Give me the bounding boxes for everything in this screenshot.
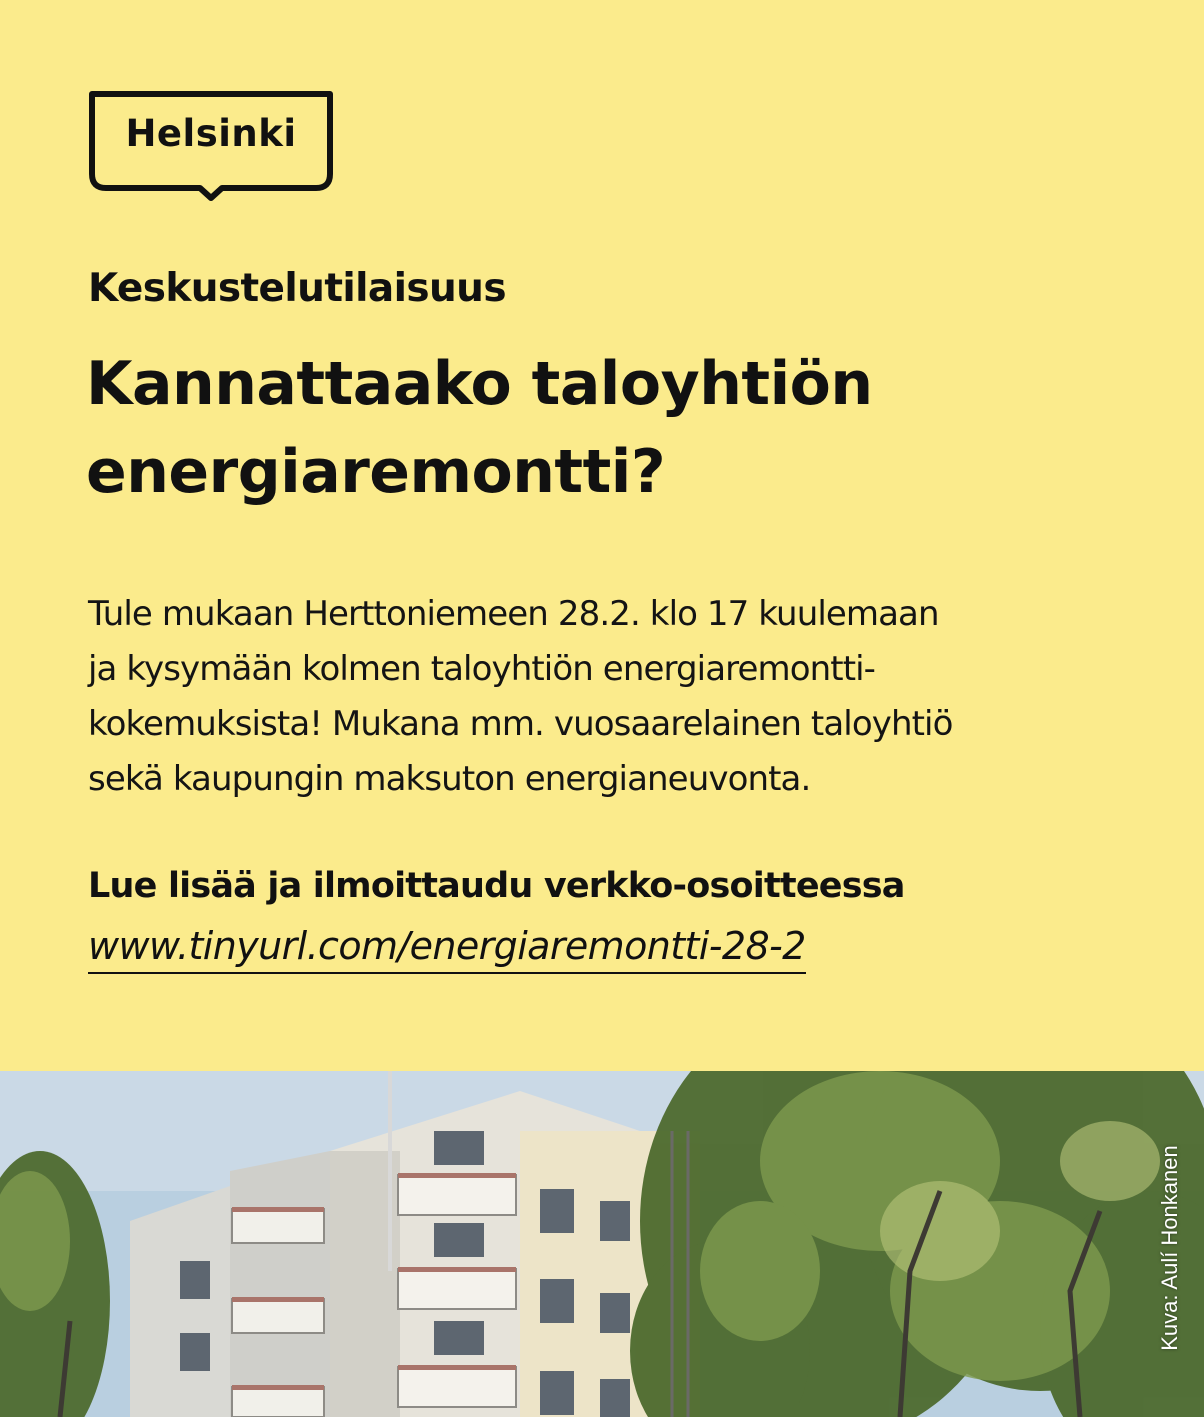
apartment-building-photo <box>0 1071 1204 1417</box>
call-to-action: Lue lisää ja ilmoittaudu verkko-osoitteessa <box>88 866 905 906</box>
event-description <box>88 587 1168 807</box>
helsinki-logo <box>88 90 334 204</box>
headline-line: energiaremontti? <box>86 437 666 507</box>
headline <box>86 340 1166 516</box>
logo-wordmark: Helsinki <box>125 112 297 155</box>
description-line: ja kysymään kolmen taloyhtiön energiaremontti- <box>88 649 876 689</box>
building-illustration <box>0 1071 1204 1417</box>
event-type: Keskustelutilaisuus <box>88 266 506 311</box>
headline-line: Kannattaako taloyhtiön <box>86 349 873 419</box>
photo-credit: Kuva: Aulí Honkanen <box>1157 1145 1182 1351</box>
description-line: kokemuksista! Mukana mm. vuosaarelainen taloyhtiö <box>88 704 953 744</box>
description-line: Tule mukaan Herttoniemeen 28.2. klo 17 kuulemaan <box>88 594 939 634</box>
description-line: sekä kaupungin maksuton energianeuvonta. <box>88 759 811 799</box>
registration-link[interactable]: www.tinyurl.com/energiaremontti-28-2 <box>88 924 806 974</box>
